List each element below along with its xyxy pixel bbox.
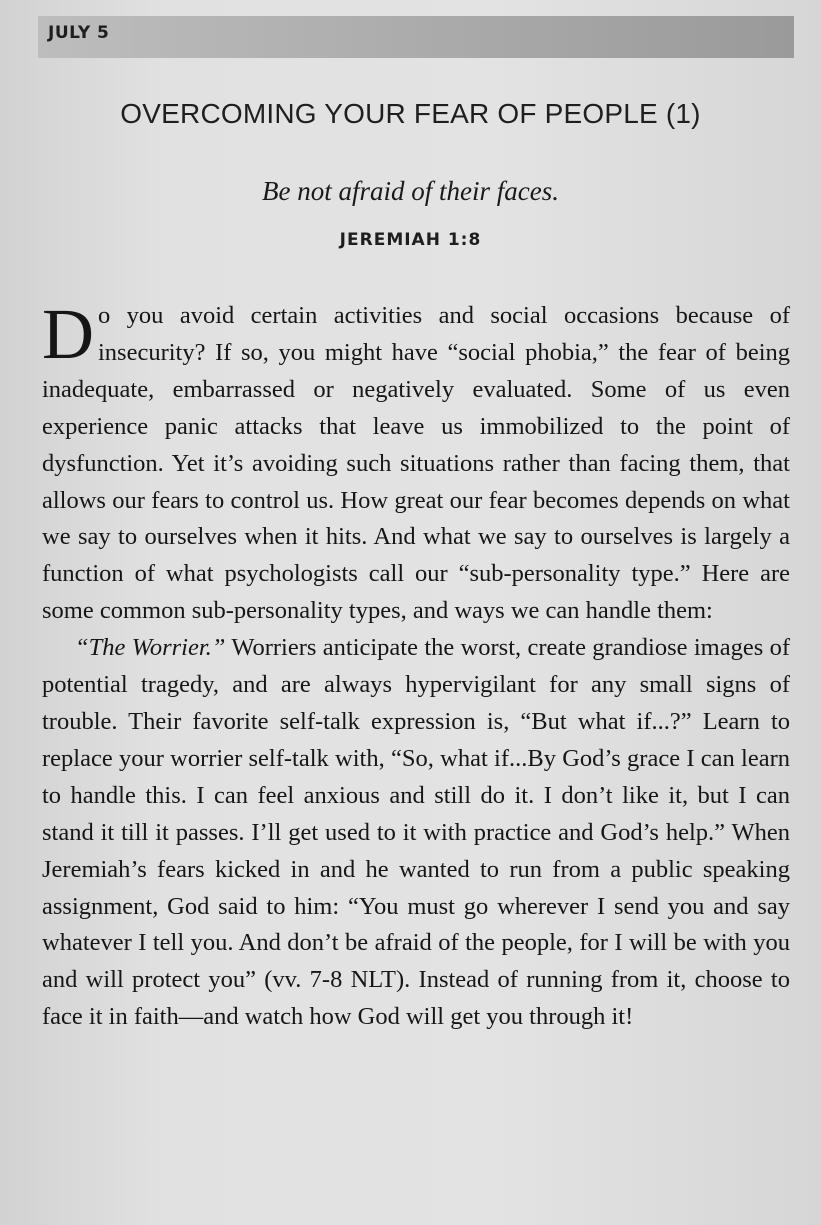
paragraph-intro: [42, 294, 790, 630]
devotional-body: [42, 294, 790, 1036]
paragraph-worrier: [42, 630, 790, 1036]
paragraph-intro-text: o you avoid certain activities and social occasions because of insecurity? If so, you might have “social phobia,” the fear of being inadequate, embarrassed or negatively evaluated. Some of us even experience panic attacks that leave us immobilized to the point of dysfunction. Yet it’s avoiding such situations rather than facing them, that allows our fears to control us. How great our fear becomes depends on what we say to ourselves when it hits. And what we say to ourselves is largely a function of what psychologists call our “sub-personality type.” Here are some common sub-personality types, and ways we can handle them:: [42, 302, 790, 625]
devotional-title: OVERCOMING YOUR FEAR OF PEOPLE (1): [120, 98, 701, 129]
scripture-reference: JEREMIAH 1:8: [339, 230, 482, 250]
date-label: JULY 5: [48, 23, 110, 43]
paragraph-worrier-text: Worriers anticipate the worst, create grandiose images of potential tragedy, and are always hypervigilant for any small signs of trouble. Their favorite self-talk expression is, “But what if...?” Learn to replace your worrier self-talk with, “So, what if...By God’s grace I can learn to handle this. I can feel anxious and still do it. I don’t like it, but I can stand it till it passes. I’ll get used to it with practice and God’s help.” When Jeremiah’s fears kicked in and he wanted to run from a public speaking assignment, God said to him: “You must go wherever I send you and say whatever I tell you. And don’t be afraid of the people, for I will be with you and will protect you” (vv. 7-8 NLT). Instead of running from it, choose to face it in faith—and watch how God will get you through it!: [42, 634, 790, 1031]
scripture-verse: Be not afraid of their faces.: [262, 176, 559, 206]
date-header-bar: [38, 16, 794, 58]
drop-cap: D: [42, 294, 94, 374]
worrier-heading: “The Worrier.”: [75, 634, 226, 662]
